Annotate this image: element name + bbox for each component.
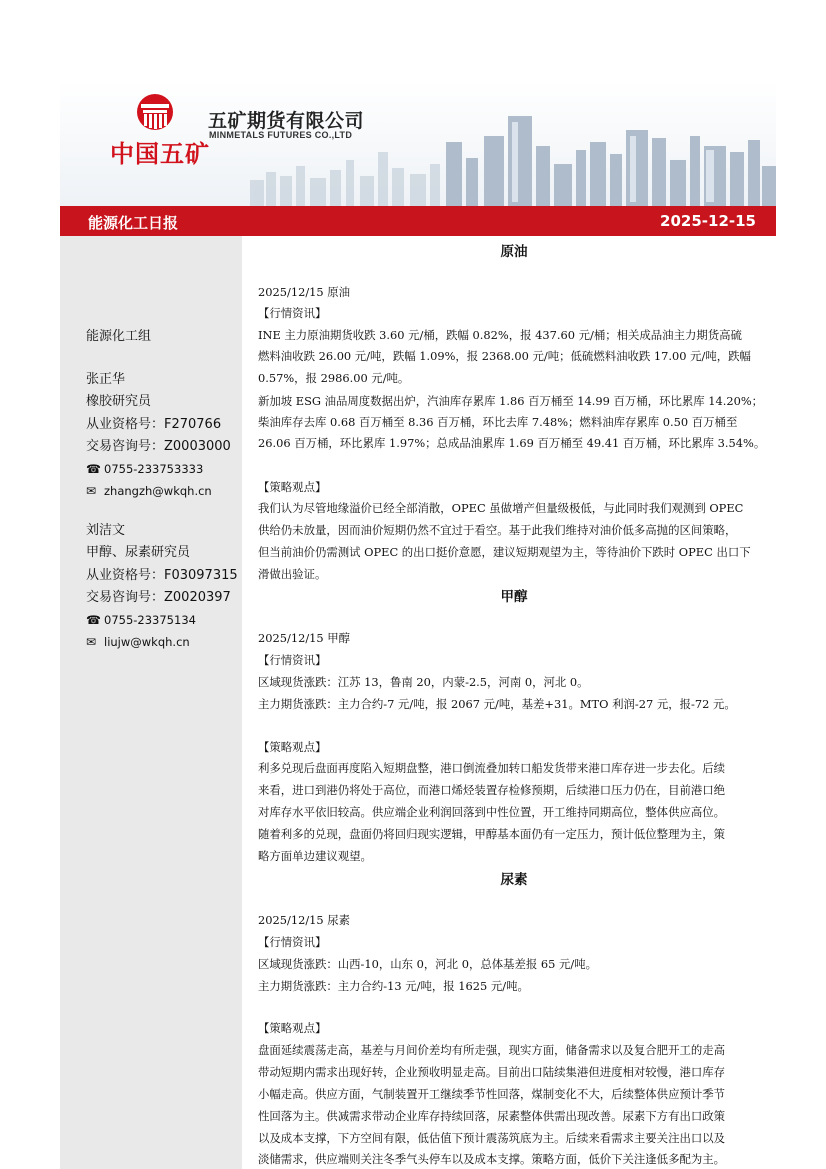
paragraph-line: 供给仍未放量，因而油价短期仍然不宜过于看空。基于此我们维持对油价低多高抛的区间策略，	[258, 523, 737, 537]
analyst-name: 刘洁文	[86, 523, 126, 538]
paragraph-line: INE 主力原油期货收跌 3.60 元/桶，跌幅 0.82%，报 437.60 元/桶；相关成品油主力期货高硫	[258, 328, 742, 342]
company-name-en: MINMETALS FUTURES CO.,LTD	[209, 130, 353, 140]
analyst-consult-number: 交易咨询号：Z0003000	[86, 438, 231, 454]
analyst-email[interactable]: liujw@wkqh.cn	[104, 635, 190, 650]
section-date-line: 2025/12/15 甲醇	[258, 631, 351, 645]
brand-name: 中国五矿	[110, 140, 210, 168]
company-name-cn: 五矿期货有限公司	[208, 110, 365, 132]
report-title-bar	[60, 206, 776, 236]
phone-icon: ☎	[86, 462, 101, 477]
report-title: 能源化工日报	[88, 214, 179, 232]
paragraph-line: 新加坡 ESG 油品周度数据出炉，汽油库存累库 1.86 百万桶至 14.99 百万桶，环比累库 14.20%；	[258, 394, 764, 408]
paragraph-line: 柴油库存去库 0.68 百万桶至 8.36 百万桶，环比去库 7.48%；燃料油库存累库 0.50 百万桶至	[258, 415, 738, 429]
analyst-qualification: 从业资格号：F270766	[86, 416, 222, 432]
paragraph-line: 对库存水平依旧较高。供应端企业利润回落到中性位置，开工维持同期高位，整体供应高位。	[258, 805, 726, 819]
analyst-email-row	[86, 480, 231, 502]
analyst-qualification: 从业资格号：F03097315	[86, 567, 238, 583]
paragraph-line: 26.06 百万桶，环比累库 1.97%；总成品油累库 1.69 百万桶至 49.41 百万桶，环比累库 3.54%。	[258, 436, 766, 450]
section-date-line: 2025/12/15 尿素	[258, 913, 351, 927]
analyst-consult-number: 交易咨询号：Z0020397	[86, 589, 231, 605]
paragraph-line: 0.57%，报 2986.00 元/吨。	[258, 371, 410, 385]
paragraph-line: 我们认为尽管地缘溢价已经全部消散，OPEC 虽做增产但量级极低，与此同时我们观测到 OPEC	[258, 501, 744, 515]
minmetals-emblem-icon	[132, 92, 178, 132]
report-date: 2025-12-15	[660, 212, 756, 230]
paragraph-line: 区域现货涨跌：江苏 13，鲁南 20，内蒙-2.5，河南 0，河北 0。	[258, 675, 589, 689]
analyst-card	[86, 520, 238, 654]
analyst-phone: 0755-23375134	[104, 613, 196, 628]
paragraph-line: 滑做出验证。	[258, 567, 327, 581]
section-title-urea: 尿素	[500, 872, 528, 888]
paragraph-line: 主力期货涨跌：主力合约-7 元/吨，报 2067 元/吨，基差+31。MTO 利润-27 元，报-72 元。	[258, 697, 736, 711]
section-title-crude-oil: 原油	[500, 244, 528, 260]
mail-icon: ✉	[86, 484, 97, 499]
paragraph-line: 来看，进口到港仍将处于高位，而港口烯烃装置存检修预期，后续港口压力仍在，目前港口绝	[258, 783, 726, 797]
market-info-label: 【行情资讯】	[258, 306, 327, 320]
paragraph-line: 但当前油价仍需测试 OPEC 的出口挺价意愿，建议短期观望为主，等待油价下跌时 OPEC 出口下	[258, 545, 751, 559]
paragraph-line: 淡储需求，供应端则关注冬季气头停车以及成本支撑。策略方面，低价下关注逢低多配为主。	[258, 1152, 726, 1166]
group-name: 能源化工组	[86, 329, 152, 344]
paragraph-line: 利多兑现后盘面再度陷入短期盘整，港口倒流叠加转口船发货带来港口库存进一步去化。后续	[258, 761, 726, 775]
analyst-phone: 0755-233753333	[104, 462, 204, 477]
analyst-role: 橡胶研究员	[86, 394, 152, 410]
section-date-line: 2025/12/15 原油	[258, 285, 351, 299]
paragraph-line: 盘面延续震荡走高，基差与月间价差均有所走强，现实方面，储备需求以及复合肥开工的走高	[258, 1043, 726, 1057]
group-block	[86, 326, 151, 348]
section-title-methanol: 甲醇	[500, 589, 528, 605]
analyst-phone-row	[86, 609, 238, 631]
paragraph-line: 略方面单边建议观望。	[258, 849, 372, 863]
analyst-email-row	[86, 631, 238, 653]
paragraph-line: 性回落为主。供减需求带动企业库存持续回落，尿素整体供需出现改善。尿素下方有出口政策	[258, 1109, 726, 1123]
paragraph-line: 主力期货涨跌：主力合约-13 元/吨，报 1625 元/吨。	[258, 979, 529, 993]
analyst-name: 张正华	[86, 372, 126, 387]
strategy-label: 【策略观点】	[258, 480, 327, 494]
analyst-card	[86, 369, 231, 503]
analyst-sidebar	[60, 236, 242, 1169]
paragraph-line: 区域现货涨跌：山西-10，山东 0，河北 0，总体基差报 65 元/吨。	[258, 957, 598, 971]
strategy-label: 【策略观点】	[258, 740, 327, 754]
paragraph-line: 以及成本支撑，下方空间有限，低估值下预计震荡筑底为主。后续来看需求主要关注出口以及	[258, 1131, 726, 1145]
market-info-label: 【行情资讯】	[258, 935, 327, 949]
paragraph-line: 小幅走高。供应方面，气制装置开工继续季节性回落，煤制变化不大，后续整体供应预计季节	[258, 1087, 726, 1101]
report-header	[60, 80, 776, 206]
phone-icon: ☎	[86, 613, 101, 628]
market-info-label: 【行情资讯】	[258, 653, 327, 667]
analyst-phone-row	[86, 458, 231, 480]
strategy-label: 【策略观点】	[258, 1021, 327, 1035]
paragraph-line: 带动短期内需求出现好转，企业预收明显走高。目前出口陆续集港但进度相对较慢，港口库存	[258, 1065, 726, 1079]
mail-icon: ✉	[86, 635, 97, 650]
analyst-role: 甲醇、尿素研究员	[86, 545, 191, 561]
paragraph-line: 随着利多的兑现，盘面仍将回归现实逻辑，甲醇基本面仍有一定压力，预计低位整理为主，策	[258, 827, 726, 841]
paragraph-line: 燃料油收跌 26.00 元/吨，跌幅 1.09%，报 2368.00 元/吨；低硫燃料油收跌 17.00 元/吨，跌幅	[258, 349, 751, 363]
analyst-email[interactable]: zhangzh@wkqh.cn	[104, 484, 212, 499]
